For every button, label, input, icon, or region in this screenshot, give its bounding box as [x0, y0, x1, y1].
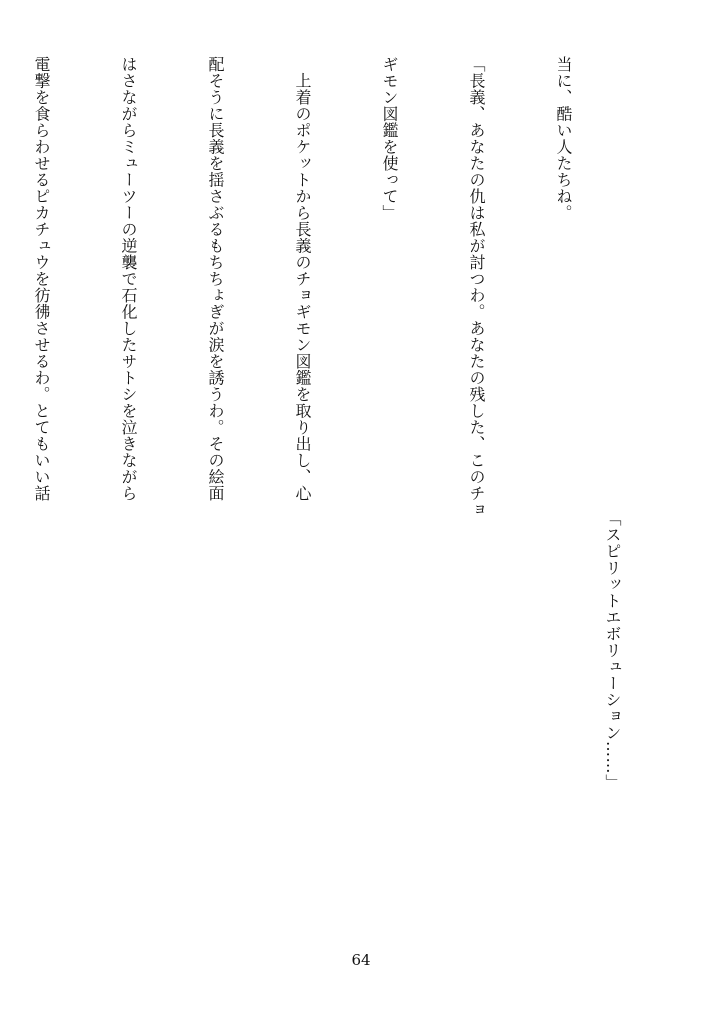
text-line: ギモン図鑑を使って」 [380, 56, 399, 221]
side-dialogue-line: 「スピリットエボリューション……」 [603, 510, 622, 791]
text-line: はさながらミューツーの逆襲で石化したサトシを泣きながら [119, 56, 138, 502]
main-text-block [0, 56, 636, 616]
page-number: 64 [351, 951, 371, 969]
text-line: 配そうに長義を揺さぶるもちちょぎが涙を誘うわ。その絵面 [206, 56, 225, 502]
text-line: 上着のポケットから長義のチョギモン図鑑を取り出し、心 [293, 56, 312, 502]
text-line: 電撃を食らわせるピカチュウを彷彿させるわ。とてもいい話 [32, 56, 51, 502]
text-line: 「長義、あなたの仇は私が討つわ。あなたの残した、このチョ [467, 56, 486, 518]
text-line: 当に、酷い人たちね。 [554, 56, 573, 221]
